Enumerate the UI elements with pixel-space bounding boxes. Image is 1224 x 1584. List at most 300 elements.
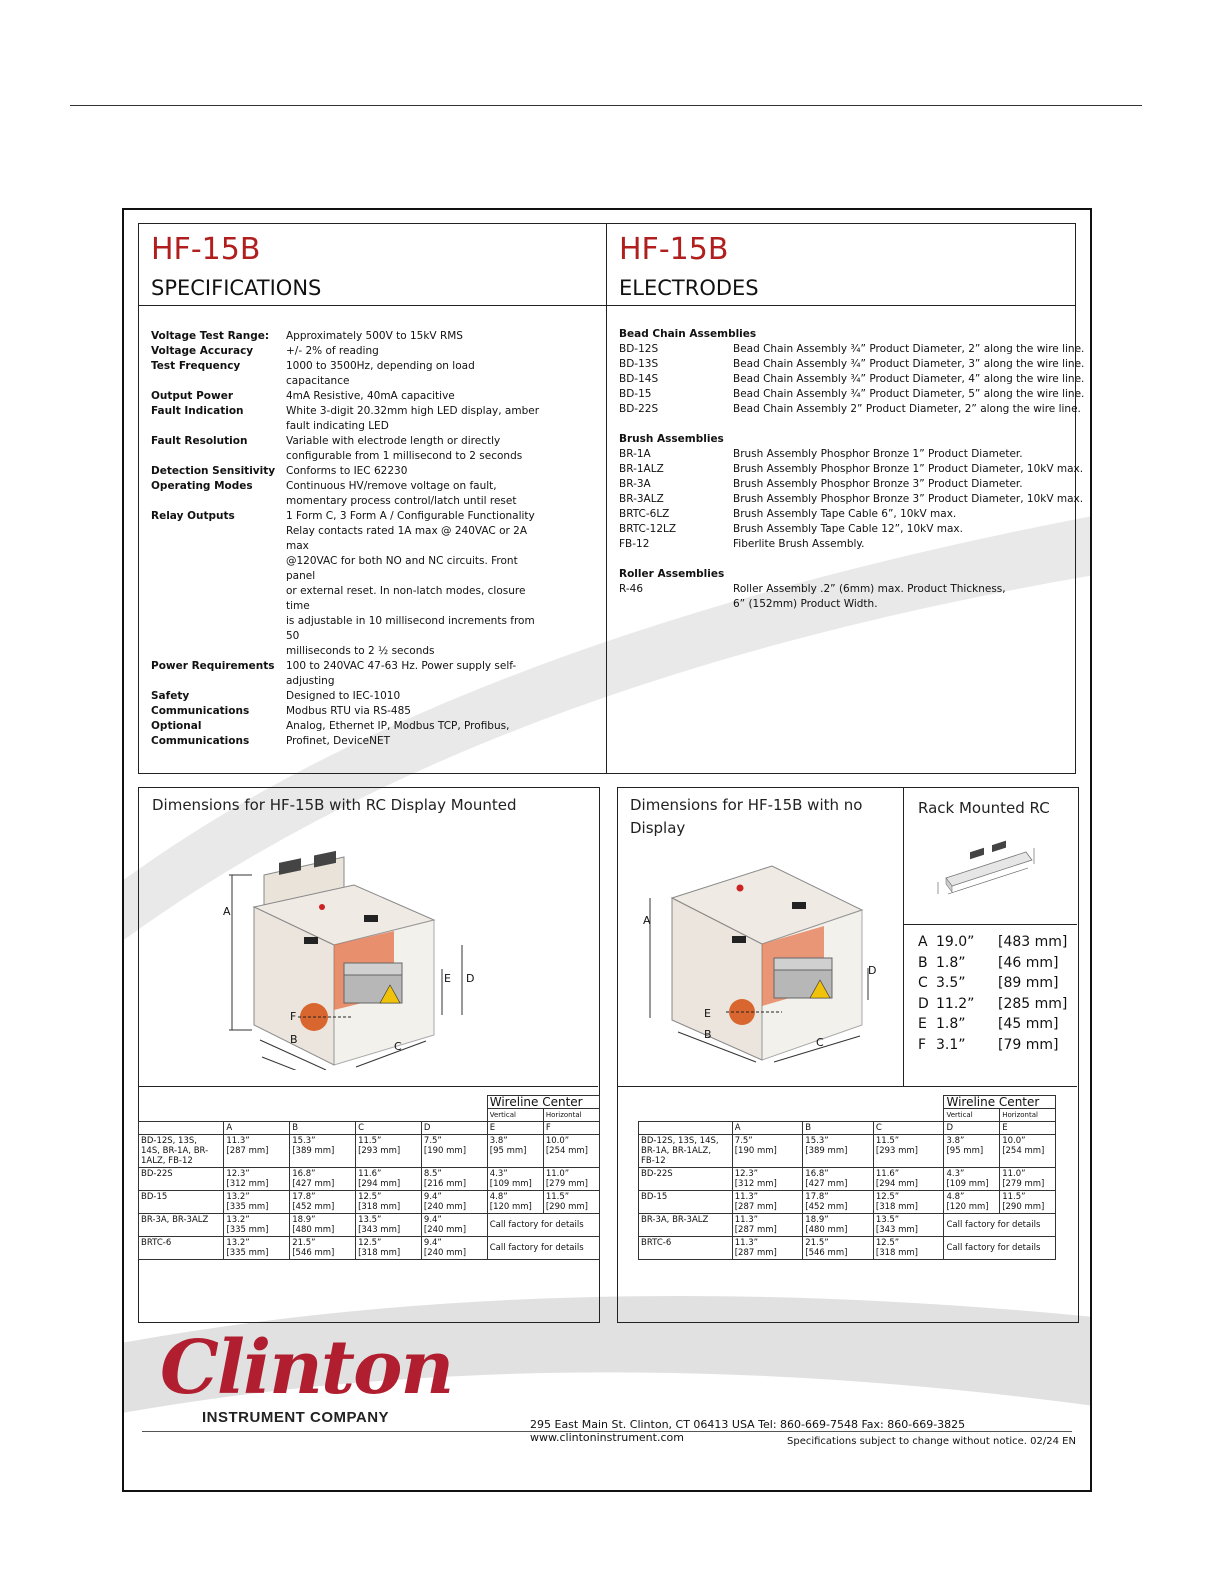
cell-line: [120 mm] xyxy=(946,1202,989,1212)
column-header: D xyxy=(421,1122,487,1135)
spec-row xyxy=(151,689,541,704)
cell-line: [240 mm] xyxy=(423,1202,467,1212)
table-cell xyxy=(732,1135,803,1168)
rack-dim-mm: [285 mm] xyxy=(998,995,1068,1012)
rack-dim-mm: [45 mm] xyxy=(998,1016,1059,1033)
datasheet xyxy=(122,208,1092,1492)
cell-line: 12.3” xyxy=(226,1169,250,1179)
spec-value: 1000 to 3500Hz, depending on load capacitance xyxy=(286,360,475,387)
cell-line: 9.4” xyxy=(423,1215,442,1225)
cell-line: 10.0” xyxy=(1002,1136,1026,1146)
electrode-code: R-46 xyxy=(619,583,644,595)
column-header: C xyxy=(873,1122,944,1135)
call-factory-cell: Call factory for details xyxy=(944,1237,1056,1260)
spec-value: fault indicating LED xyxy=(286,420,389,432)
spec-row xyxy=(151,389,541,404)
row-name xyxy=(639,1135,733,1168)
electrode-desc: Bead Chain Assembly 2” Product Diameter, 2” along the wire line. xyxy=(733,403,1081,415)
table-row xyxy=(139,1135,600,1168)
cell-line: 11.5” xyxy=(1002,1192,1026,1202)
table-cell xyxy=(421,1214,487,1237)
cell-line: 11.6” xyxy=(875,1169,900,1179)
cell-line: [190 mm] xyxy=(423,1146,467,1156)
column-header-blank xyxy=(139,1122,224,1135)
table-row xyxy=(639,1214,1056,1237)
row-name-line: BD-22S xyxy=(141,1169,173,1179)
spec-label: Test Frequency xyxy=(151,360,241,372)
electrode-desc: Brush Assembly Phosphor Bronze 3” Product Diameter. xyxy=(733,478,1023,490)
dims-nodisplay-table xyxy=(638,1095,1056,1260)
table-cell xyxy=(1000,1135,1056,1168)
cell-line: 9.4” xyxy=(423,1238,442,1248)
rack-dims-list xyxy=(918,932,1067,1056)
dims-rc-table xyxy=(138,1095,600,1260)
cell-line: 11.0” xyxy=(1002,1169,1026,1179)
spec-value: 1 Form C, 3 Form A / Configurable Functionality xyxy=(286,510,535,522)
spec-value: adjusting xyxy=(286,675,335,687)
column-header: A xyxy=(732,1122,803,1135)
cell-line: [427 mm] xyxy=(292,1179,335,1189)
table-cell xyxy=(290,1237,356,1260)
table-cell xyxy=(803,1237,874,1260)
cell-line: [287 mm] xyxy=(226,1146,269,1156)
rack-dim-mm: [89 mm] xyxy=(998,975,1059,992)
table-row xyxy=(639,1237,1056,1260)
cell-line: 12.5” xyxy=(358,1192,382,1202)
electrode-desc: Brush Assembly Tape Cable 12”, 10kV max. xyxy=(733,523,963,535)
cell-line: 11.3” xyxy=(734,1238,759,1248)
electrode-code: BD-15 xyxy=(619,388,652,400)
rack-dim-mm: [46 mm] xyxy=(998,954,1059,971)
cell-line: [546 mm] xyxy=(292,1248,335,1258)
spec-label: Fault Resolution xyxy=(151,435,248,447)
column-header: D xyxy=(944,1122,1000,1135)
row-name xyxy=(139,1214,224,1237)
table-cell xyxy=(732,1214,803,1237)
row-name-line: BR-1A, BR-1ALZ, xyxy=(641,1146,712,1156)
cell-line: 11.5” xyxy=(358,1136,382,1146)
table-cell xyxy=(356,1191,422,1214)
spec-row xyxy=(151,329,541,344)
rack-dim-row xyxy=(918,932,1067,953)
cell-line: [216 mm] xyxy=(423,1179,467,1189)
cell-line: 12.5” xyxy=(875,1192,900,1202)
cell-line: 15.3” xyxy=(805,1136,829,1146)
cell-line: 7.5” xyxy=(734,1136,753,1146)
spec-value: Analog, Ethernet IP, Modbus TCP, Profibus, xyxy=(286,720,510,732)
group-spacer xyxy=(619,417,1084,432)
column-header: B xyxy=(803,1122,874,1135)
electrode-row xyxy=(619,357,1084,372)
horizontal-label: Horizontal xyxy=(1000,1109,1056,1122)
cell-line: 15.3” xyxy=(292,1136,316,1146)
electrode-row xyxy=(619,477,1084,492)
spec-label: Optional xyxy=(151,720,202,732)
cell-line: 9.4” xyxy=(423,1192,442,1202)
spec-value: milliseconds to 2 ½ seconds xyxy=(286,645,435,657)
rack-dim-key: A xyxy=(918,934,928,950)
cell-line: [318 mm] xyxy=(875,1202,918,1212)
nd-label-d: D xyxy=(868,964,877,977)
spec-label xyxy=(151,614,286,644)
specifications-list xyxy=(151,329,541,749)
row-name xyxy=(139,1191,224,1214)
row-name xyxy=(639,1191,733,1214)
row-name-line: BR-3A, BR-3ALZ xyxy=(641,1215,709,1225)
rack-dim-row xyxy=(918,1035,1067,1056)
spec-row xyxy=(151,584,541,614)
rc-mounted-unit-drawing xyxy=(194,845,474,1070)
electrode-desc: Bead Chain Assembly ¾” Product Diameter, 2” along the wire line. xyxy=(733,343,1085,355)
cell-line: 17.8” xyxy=(805,1192,829,1202)
row-name-line: FB-12 xyxy=(641,1156,666,1166)
dims-nodisplay-title-1: Dimensions for HF-15B with no xyxy=(630,796,863,814)
row-name xyxy=(639,1168,733,1191)
cell-line: [95 mm] xyxy=(489,1146,527,1156)
rack-dim-key: E xyxy=(918,1016,927,1033)
cell-line: [318 mm] xyxy=(358,1248,401,1258)
footer-address: 295 East Main St. Clinton, CT 06413 USA Tel: 860-669-7548 Fax: 860-669-3825 www.clintoninstrument.com xyxy=(530,1418,966,1444)
rack-dim-key: B xyxy=(918,954,928,971)
cell-line: 10.0” xyxy=(545,1136,570,1146)
table-cell xyxy=(487,1191,543,1214)
table-row xyxy=(639,1191,1056,1214)
spec-value: or external reset. In non-latch modes, closure time xyxy=(286,585,526,612)
cell-line: 17.8” xyxy=(292,1192,316,1202)
spec-row xyxy=(151,359,541,389)
spec-row xyxy=(151,494,541,509)
cell-line: [240 mm] xyxy=(423,1225,467,1235)
no-display-unit-drawing xyxy=(634,850,877,1065)
electrode-row xyxy=(619,462,1084,477)
spec-row xyxy=(151,524,541,554)
cell-line: [254 mm] xyxy=(1002,1146,1045,1156)
cell-line: [287 mm] xyxy=(734,1248,777,1258)
cell-line: 13.5” xyxy=(358,1215,382,1225)
dims-nodisplay-table-divider xyxy=(617,1086,1077,1087)
spec-row xyxy=(151,434,541,449)
table-cell xyxy=(356,1168,422,1191)
table-cell xyxy=(873,1214,944,1237)
spec-value: momentary process control/latch until reset xyxy=(286,495,517,507)
cell-line: [290 mm] xyxy=(545,1202,588,1212)
dim-label-e: E xyxy=(444,972,451,985)
cell-line: 11.5” xyxy=(875,1136,900,1146)
cell-line: 11.3” xyxy=(734,1215,759,1225)
nd-label-a: A xyxy=(643,914,651,927)
group-spacer xyxy=(619,552,1084,567)
table-cell xyxy=(873,1168,944,1191)
spec-value: White 3-digit 20.32mm high LED display, amber xyxy=(286,405,540,417)
rack-dim-key: D xyxy=(918,995,929,1012)
electrode-desc: Bead Chain Assembly ¾” Product Diameter, 4” along the wire line. xyxy=(733,373,1085,385)
electrode-row xyxy=(619,597,1084,612)
cell-line: 11.3” xyxy=(226,1136,250,1146)
row-name-line: BD-22S xyxy=(641,1169,673,1179)
electrode-code: BRTC-6LZ xyxy=(619,508,670,520)
table-cell xyxy=(543,1191,599,1214)
header-blank xyxy=(732,1096,944,1109)
row-name xyxy=(639,1214,733,1237)
table-cell xyxy=(732,1237,803,1260)
table-cell xyxy=(487,1168,543,1191)
specs-heading: SPECIFICATIONS xyxy=(151,276,322,300)
spec-label: Communications xyxy=(151,705,250,717)
electrode-code: FB-12 xyxy=(619,538,650,550)
table-cell xyxy=(1000,1191,1056,1214)
table-cell xyxy=(421,1168,487,1191)
electrode-code: BR-1ALZ xyxy=(619,463,664,475)
cell-line: [279 mm] xyxy=(1002,1179,1045,1189)
spec-value: configurable from 1 millisecond to 2 seconds xyxy=(286,450,523,462)
table-cell xyxy=(487,1135,543,1168)
spec-value: Modbus RTU via RS-485 xyxy=(286,705,411,717)
electrode-row xyxy=(619,342,1084,357)
rack-dim-key: F xyxy=(918,1036,927,1053)
row-name-line: BD-15 xyxy=(141,1192,168,1202)
spec-row xyxy=(151,464,541,479)
spec-label xyxy=(151,494,286,509)
spec-value: Approximately 500V to 15kV RMS xyxy=(286,330,463,342)
electrode-group-title: Brush Assemblies xyxy=(619,433,724,445)
column-header: F xyxy=(543,1122,599,1135)
row-name-line: 14S, BR-1A, BR- xyxy=(141,1146,209,1156)
cell-line: [389 mm] xyxy=(292,1146,335,1156)
spec-label xyxy=(151,644,286,659)
electrode-code: BD-22S xyxy=(619,403,659,415)
cell-line: 13.2” xyxy=(226,1215,250,1225)
cell-line: [452 mm] xyxy=(805,1202,848,1212)
cell-line: [312 mm] xyxy=(734,1179,777,1189)
table-cell xyxy=(356,1135,422,1168)
electrode-code: BRTC-12LZ xyxy=(619,523,677,535)
specs-model-title: HF-15B xyxy=(151,232,261,267)
table-cell xyxy=(290,1135,356,1168)
table-cell xyxy=(290,1214,356,1237)
electrode-code xyxy=(619,597,733,612)
cell-line: 11.3” xyxy=(734,1192,759,1202)
cell-line: [287 mm] xyxy=(734,1202,777,1212)
spec-row xyxy=(151,404,541,419)
table-cell xyxy=(224,1237,290,1260)
table-cell xyxy=(224,1214,290,1237)
table-cell xyxy=(421,1191,487,1214)
electrode-desc: Fiberlite Brush Assembly. xyxy=(733,538,865,550)
nd-label-b: B xyxy=(704,1028,712,1041)
rack-dim-row xyxy=(918,994,1067,1015)
spec-label: Power Requirements xyxy=(151,660,275,672)
spec-label: Output Power xyxy=(151,390,233,402)
row-name-line: BRTC-6 xyxy=(141,1238,172,1248)
spec-row xyxy=(151,659,541,674)
row-name xyxy=(139,1168,224,1191)
cell-line: 12.5” xyxy=(358,1238,382,1248)
cell-line: 4.3” xyxy=(946,1169,965,1179)
table-row xyxy=(139,1214,600,1237)
cell-line: 11.5” xyxy=(545,1192,570,1202)
cell-line: [480 mm] xyxy=(292,1225,335,1235)
cell-line: [452 mm] xyxy=(292,1202,335,1212)
spec-label: Communications xyxy=(151,735,250,747)
spec-label xyxy=(151,419,286,434)
table-cell xyxy=(1000,1168,1056,1191)
horizontal-label: Horizontal xyxy=(543,1109,599,1122)
cell-line: 4.8” xyxy=(946,1192,965,1202)
cell-line: [427 mm] xyxy=(805,1179,848,1189)
spec-row xyxy=(151,344,541,359)
table-cell xyxy=(421,1135,487,1168)
table-cell xyxy=(290,1191,356,1214)
spec-value: Conforms to IEC 62230 xyxy=(286,465,408,477)
dim-label-c: C xyxy=(394,1040,402,1053)
rack-divider-vertical xyxy=(903,787,904,1086)
electrode-row xyxy=(619,447,1084,462)
cell-line: 3.8” xyxy=(946,1136,965,1146)
spec-label xyxy=(151,674,286,689)
header-blank xyxy=(224,1096,487,1109)
rack-dim-mm: [483 mm] xyxy=(998,934,1068,950)
dim-label-d: D xyxy=(466,972,475,985)
electrode-row xyxy=(619,402,1084,417)
rack-dim-inches: 3.5” xyxy=(936,975,966,992)
cell-line: [546 mm] xyxy=(805,1248,848,1258)
spec-label: Detection Sensitivity xyxy=(151,465,276,477)
cell-line: [343 mm] xyxy=(875,1225,918,1235)
spec-row xyxy=(151,644,541,659)
cell-line: [335 mm] xyxy=(226,1248,269,1258)
spec-label: Safety xyxy=(151,690,190,702)
spec-label: Voltage Accuracy xyxy=(151,345,254,357)
nd-label-c: C xyxy=(816,1036,824,1049)
electrode-desc: Bead Chain Assembly ¾” Product Diameter, 5” along the wire line. xyxy=(733,388,1085,400)
table-cell xyxy=(944,1135,1000,1168)
column-header-blank xyxy=(639,1122,733,1135)
electrode-row xyxy=(619,537,1084,552)
electrode-desc: Brush Assembly Phosphor Bronze 1” Product Diameter. xyxy=(733,448,1023,460)
electrode-row xyxy=(619,522,1084,537)
spec-label xyxy=(151,449,286,464)
header-blank xyxy=(639,1096,733,1109)
table-row xyxy=(139,1237,600,1260)
rack-dim-inches: 11.2” xyxy=(936,995,975,1012)
row-name xyxy=(139,1237,224,1260)
spec-row xyxy=(151,554,541,584)
cell-line: 11.0” xyxy=(545,1169,570,1179)
cell-line: 21.5” xyxy=(805,1238,829,1248)
cell-line: [293 mm] xyxy=(358,1146,401,1156)
table-cell xyxy=(356,1214,422,1237)
cell-line: [287 mm] xyxy=(734,1225,777,1235)
header-blank xyxy=(639,1109,944,1122)
spec-value: Profinet, DeviceNET xyxy=(286,735,390,747)
electrode-code: BR-1A xyxy=(619,448,651,460)
table-cell xyxy=(944,1168,1000,1191)
wireline-center-header: Wireline Center xyxy=(487,1096,599,1109)
table-row xyxy=(139,1191,600,1214)
electrode-code: BD-12S xyxy=(619,343,659,355)
electrode-desc: Brush Assembly Phosphor Bronze 1” Product Diameter, 10kV max. xyxy=(733,463,1084,475)
rack-dim-row xyxy=(918,953,1067,974)
cell-line: 3.8” xyxy=(489,1136,508,1146)
electrode-desc: Roller Assembly .2” (6mm) max. Product Thickness, xyxy=(733,583,1006,595)
nd-label-e: E xyxy=(704,1007,711,1020)
table-cell xyxy=(224,1191,290,1214)
table-cell xyxy=(873,1237,944,1260)
cell-line: 4.8” xyxy=(489,1192,508,1202)
rack-dim-inches: 19.0” xyxy=(936,934,975,950)
spec-row xyxy=(151,719,541,734)
cell-line: 7.5” xyxy=(423,1136,442,1146)
cell-line: 18.9” xyxy=(805,1215,829,1225)
rack-dim-row xyxy=(918,973,1067,994)
cell-line: [109 mm] xyxy=(489,1179,532,1189)
column-header: A xyxy=(224,1122,290,1135)
rack-dim-mm: [79 mm] xyxy=(998,1036,1059,1053)
row-name-line: 1ALZ, FB-12 xyxy=(141,1156,193,1166)
table-cell xyxy=(732,1191,803,1214)
cell-line: 13.2” xyxy=(226,1192,250,1202)
table-cell xyxy=(873,1135,944,1168)
rack-dim-key: C xyxy=(918,975,928,992)
vertical-label: Vertical xyxy=(487,1109,543,1122)
row-name-line: BD-15 xyxy=(641,1192,668,1202)
table-cell xyxy=(803,1214,874,1237)
electrode-row xyxy=(619,387,1084,402)
cell-line: 11.6” xyxy=(358,1169,382,1179)
spec-row xyxy=(151,734,541,749)
table-cell xyxy=(803,1191,874,1214)
dims-rc-table-divider xyxy=(138,1086,598,1087)
table-cell xyxy=(803,1168,874,1191)
header-blank xyxy=(139,1096,224,1109)
cell-line: 4.3” xyxy=(489,1169,508,1179)
clinton-logo-word: Clinton xyxy=(160,1325,453,1411)
spec-label xyxy=(151,584,286,614)
cell-line: 12.3” xyxy=(734,1169,759,1179)
footer-note: Specifications subject to change without notice. 02/24 EN xyxy=(787,1436,1076,1447)
cell-line: [290 mm] xyxy=(1002,1202,1045,1212)
spec-row xyxy=(151,479,541,494)
spec-value: @120VAC for both NO and NC circuits. Front panel xyxy=(286,555,518,582)
table-row xyxy=(139,1168,600,1191)
cell-line: [343 mm] xyxy=(358,1225,401,1235)
column-header: E xyxy=(487,1122,543,1135)
electrode-code: BD-13S xyxy=(619,358,659,370)
table-cell xyxy=(290,1168,356,1191)
cell-line: [312 mm] xyxy=(226,1179,269,1189)
spec-value: 4mA Resistive, 40mA capacitive xyxy=(286,390,455,402)
cell-line: [190 mm] xyxy=(734,1146,777,1156)
electrode-row xyxy=(619,492,1084,507)
cell-line: [318 mm] xyxy=(358,1202,401,1212)
electrode-code: BR-3A xyxy=(619,478,651,490)
electrode-row xyxy=(619,372,1084,387)
cell-line: [294 mm] xyxy=(875,1179,918,1189)
cell-line: [293 mm] xyxy=(875,1146,918,1156)
electrode-desc: Bead Chain Assembly ¾” Product Diameter, 3” along the wire line. xyxy=(733,358,1085,370)
spec-label: Relay Outputs xyxy=(151,510,235,522)
electrode-group-title: Roller Assemblies xyxy=(619,568,725,580)
row-name-line: BRTC-6 xyxy=(641,1238,672,1248)
column-header: B xyxy=(290,1122,356,1135)
spec-row xyxy=(151,704,541,719)
header-blank xyxy=(139,1109,488,1122)
table-cell xyxy=(224,1168,290,1191)
column-header: C xyxy=(356,1122,422,1135)
table-cell xyxy=(803,1135,874,1168)
row-name-line: BD-12S, 13S, 14S, xyxy=(641,1136,719,1146)
clinton-logo-subtitle: INSTRUMENT COMPANY xyxy=(202,1409,390,1426)
